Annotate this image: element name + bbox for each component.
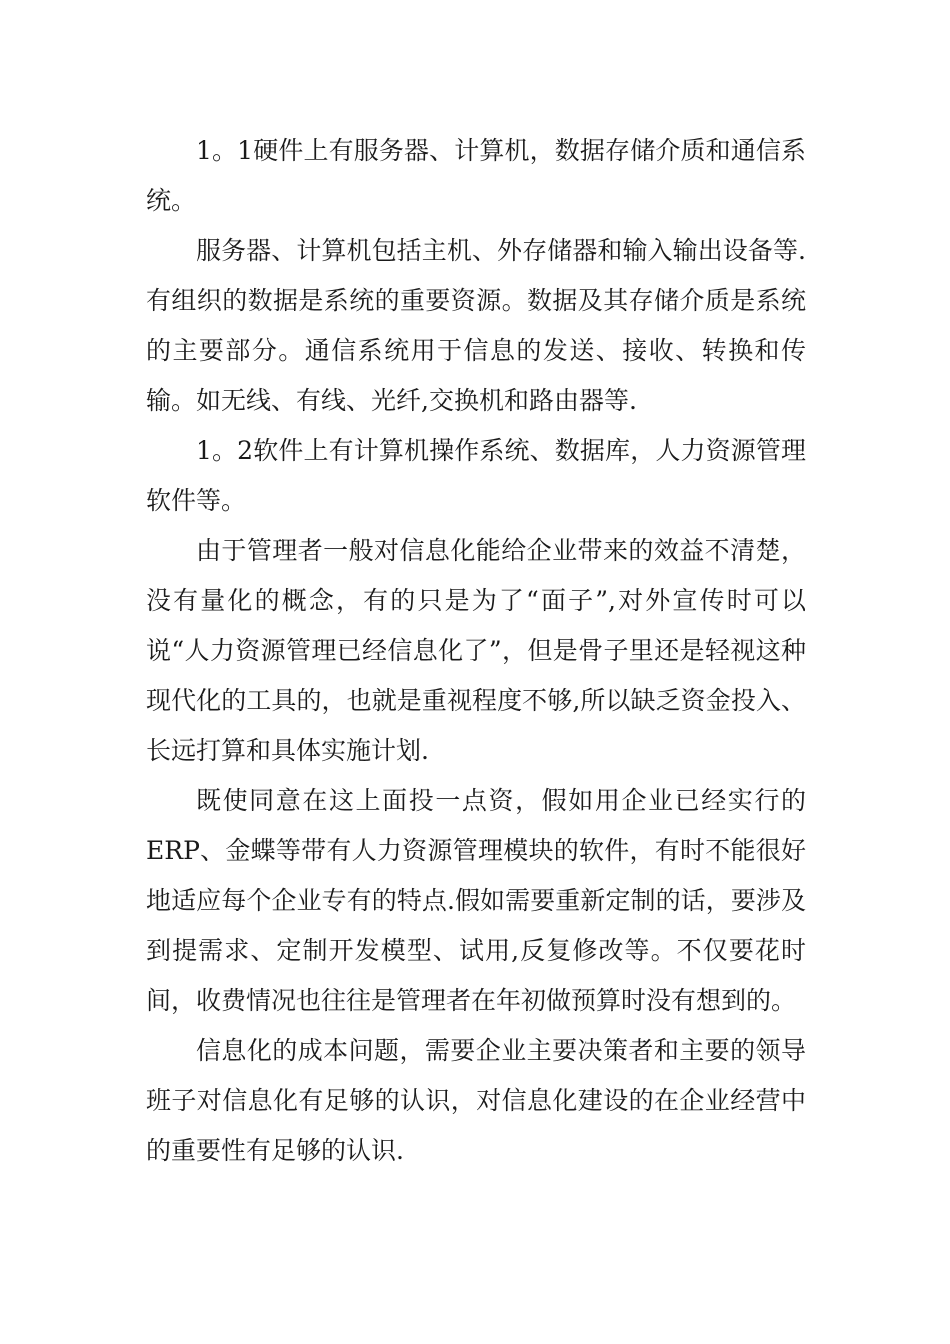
paragraph-cost-issue: 信息化的成本问题，需要企业主要决策者和主要的领导班子对信息化有足够的认识，对信息化建设的在企业经营中的重要性有足够的认识. [146,1036,806,1165]
document-body [146,126,806,1176]
paragraph-investment: 既使同意在这上面投一点资，假如用企业已经实行的ERP、金蝶等带有人力资源管理模块的软件，有时不能很好地适应每个企业专有的特点.假如需要重新定制的话，要涉及到提需求、定制开发模型、试用,反复修改等。不仅要花时间，收费情况也往往是管理者在年初做预算时没有想到的。 [146,786,806,1015]
paragraph-hardware: 1。1硬件上有服务器、计算机，数据存储介质和通信系统。 [146,136,806,215]
paragraph-management-awareness: 由于管理者一般对信息化能给企业带来的效益不清楚，没有量化的概念，有的只是为了“面子”,对外宣传时可以说“人力资源管理已经信息化了”，但是骨子里还是轻视这种现代化的工具的，也就是重视程度不够,所以缺乏资金投入、长远打算和具体实施计划. [146,536,806,765]
paragraph-servers: 服务器、计算机包括主机、外存储器和输入输出设备等.有组织的数据是系统的重要资源。数据及其存储介质是系统的主要部分。通信系统用于信息的发送、接收、转换和传输。如无线、有线、光纤,交换机和路由器等. [146,236,806,415]
paragraph-software: 1。2软件上有计算机操作系统、数据库，人力资源管理软件等。 [146,436,806,515]
